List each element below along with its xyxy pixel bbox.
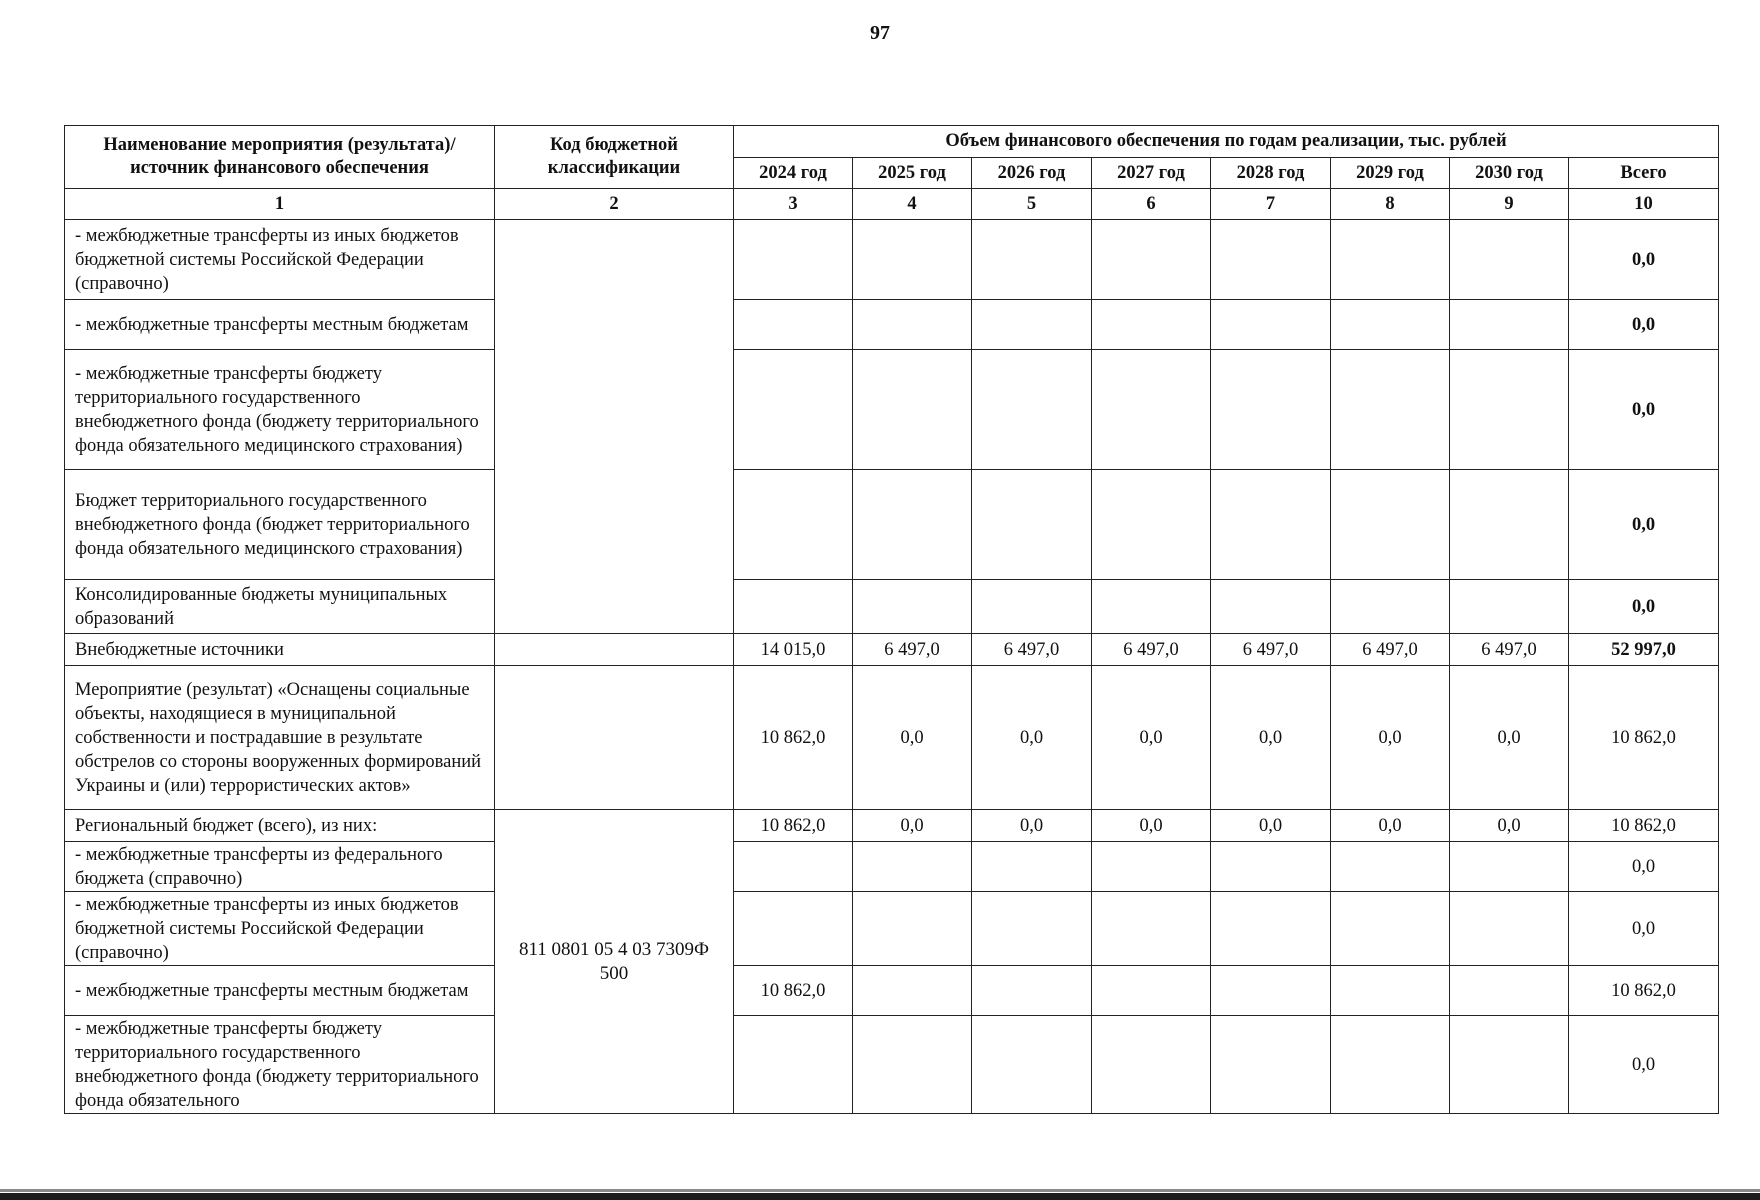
value-cell: 10 862,0 — [734, 966, 853, 1016]
value-cell — [1450, 470, 1569, 580]
value-cell — [853, 470, 972, 580]
total-cell: 0,0 — [1569, 580, 1719, 634]
value-cell — [1092, 842, 1211, 892]
value-cell — [734, 580, 853, 634]
value-cell — [734, 300, 853, 350]
row-name: - межбюджетные трансферты из иных бюджетов бюджетной системы Российской Федерации (справочно) — [65, 892, 495, 966]
value-cell — [1211, 220, 1331, 300]
value-cell: 0,0 — [1331, 810, 1450, 842]
total-cell: 10 862,0 — [1569, 666, 1719, 810]
table-row — [65, 810, 1719, 842]
value-cell — [853, 350, 972, 470]
table-row — [65, 220, 1719, 300]
row-name: - межбюджетные трансферты из федерального бюджета (справочно) — [65, 842, 495, 892]
value-cell — [1331, 580, 1450, 634]
value-cell — [972, 220, 1092, 300]
value-cell — [1331, 842, 1450, 892]
value-cell: 0,0 — [972, 810, 1092, 842]
header-name: Наименование мероприятия (результата)/ источник финансового обеспечения — [65, 126, 495, 189]
value-cell: 10 862,0 — [734, 666, 853, 810]
column-index: 4 — [853, 189, 972, 220]
value-cell — [1450, 966, 1569, 1016]
value-cell — [1092, 350, 1211, 470]
row-name: - межбюджетные трансферты из иных бюджетов бюджетной системы Российской Федерации (справочно) — [65, 220, 495, 300]
value-cell: 0,0 — [1211, 666, 1331, 810]
table-row — [65, 892, 1719, 966]
value-cell: 0,0 — [972, 666, 1092, 810]
total-cell: 0,0 — [1569, 350, 1719, 470]
value-cell — [972, 1016, 1092, 1114]
column-index: 8 — [1331, 189, 1450, 220]
header-year: 2030 год — [1450, 158, 1569, 189]
header-year: 2025 год — [853, 158, 972, 189]
table-row — [65, 1016, 1719, 1114]
value-cell — [1211, 350, 1331, 470]
value-cell: 10 862,0 — [734, 810, 853, 842]
row-name: Региональный бюджет (всего), из них: — [65, 810, 495, 842]
value-cell: 0,0 — [853, 666, 972, 810]
value-cell — [734, 220, 853, 300]
row-name: Мероприятие (результат) «Оснащены социальные объекты, находящиеся в муниципальной собственности и пострадавшие в результате обстрелов со стороны вооруженных формирований Украины и (или) террористических актов» — [65, 666, 495, 810]
value-cell — [853, 966, 972, 1016]
table-row — [65, 842, 1719, 892]
row-name: Консолидированные бюджеты муниципальных образований — [65, 580, 495, 634]
column-index: 5 — [972, 189, 1092, 220]
value-cell — [734, 892, 853, 966]
value-cell: 0,0 — [1450, 810, 1569, 842]
value-cell: 0,0 — [1450, 666, 1569, 810]
column-index: 3 — [734, 189, 853, 220]
header-total: Всего — [1569, 158, 1719, 189]
value-cell — [1211, 470, 1331, 580]
table-row — [65, 350, 1719, 470]
column-index: 7 — [1211, 189, 1331, 220]
value-cell — [1331, 300, 1450, 350]
value-cell — [853, 1016, 972, 1114]
total-cell: 10 862,0 — [1569, 810, 1719, 842]
value-cell: 6 497,0 — [972, 634, 1092, 666]
value-cell — [1092, 580, 1211, 634]
value-cell: 6 497,0 — [1092, 634, 1211, 666]
code-cell — [495, 220, 734, 634]
value-cell — [1450, 892, 1569, 966]
value-cell: 14 015,0 — [734, 634, 853, 666]
value-cell — [734, 842, 853, 892]
value-cell — [1092, 1016, 1211, 1114]
value-cell — [972, 580, 1092, 634]
column-index: 1 — [65, 189, 495, 220]
value-cell: 6 497,0 — [1331, 634, 1450, 666]
header-year: 2027 год — [1092, 158, 1211, 189]
value-cell: 6 497,0 — [1211, 634, 1331, 666]
value-cell — [1211, 842, 1331, 892]
value-cell — [853, 842, 972, 892]
value-cell: 6 497,0 — [1450, 634, 1569, 666]
header-year: 2029 год — [1331, 158, 1450, 189]
total-cell: 0,0 — [1569, 470, 1719, 580]
total-cell: 0,0 — [1569, 300, 1719, 350]
value-cell — [734, 350, 853, 470]
column-index: 10 — [1569, 189, 1719, 220]
value-cell — [853, 580, 972, 634]
value-cell: 0,0 — [1211, 810, 1331, 842]
page-number: 97 — [870, 22, 890, 44]
value-cell — [1211, 1016, 1331, 1114]
value-cell — [1211, 966, 1331, 1016]
total-cell: 0,0 — [1569, 1016, 1719, 1114]
value-cell — [1092, 966, 1211, 1016]
value-cell — [1331, 1016, 1450, 1114]
table-row — [65, 470, 1719, 580]
value-cell — [1092, 220, 1211, 300]
value-cell — [972, 350, 1092, 470]
row-name: - межбюджетные трансферты местным бюджетам — [65, 966, 495, 1016]
value-cell: 0,0 — [1092, 810, 1211, 842]
total-cell: 10 862,0 — [1569, 966, 1719, 1016]
value-cell — [1211, 580, 1331, 634]
table-row — [65, 300, 1719, 350]
scan-edge — [0, 1193, 1760, 1200]
value-cell — [853, 892, 972, 966]
value-cell — [972, 300, 1092, 350]
value-cell — [1331, 892, 1450, 966]
table-row — [65, 966, 1719, 1016]
value-cell — [972, 842, 1092, 892]
row-name: - межбюджетные трансферты бюджету территориального государственного внебюджетного фонда (бюджету территориального фонда обязательного медицинского страхования) — [65, 350, 495, 470]
value-cell — [1092, 892, 1211, 966]
value-cell — [1450, 842, 1569, 892]
value-cell — [853, 220, 972, 300]
value-cell — [1450, 300, 1569, 350]
value-cell — [1331, 470, 1450, 580]
table-row — [65, 666, 1719, 810]
financing-table — [64, 125, 1719, 1114]
header-year: 2026 год — [972, 158, 1092, 189]
value-cell: 0,0 — [853, 810, 972, 842]
value-cell — [972, 892, 1092, 966]
value-cell — [853, 300, 972, 350]
column-index: 9 — [1450, 189, 1569, 220]
total-cell: 0,0 — [1569, 842, 1719, 892]
value-cell: 6 497,0 — [853, 634, 972, 666]
header-year: 2024 год — [734, 158, 853, 189]
value-cell — [972, 470, 1092, 580]
value-cell — [1211, 892, 1331, 966]
row-name: - межбюджетные трансферты бюджету территориального государственного внебюджетного фонда (бюджету территориального фонда обязательного — [65, 1016, 495, 1114]
code-cell — [495, 666, 734, 810]
value-cell — [1450, 350, 1569, 470]
value-cell — [734, 470, 853, 580]
row-name: - межбюджетные трансферты местным бюджетам — [65, 300, 495, 350]
column-index: 6 — [1092, 189, 1211, 220]
value-cell — [1331, 350, 1450, 470]
value-cell — [1450, 580, 1569, 634]
value-cell — [734, 1016, 853, 1114]
value-cell — [1331, 220, 1450, 300]
value-cell — [1211, 300, 1331, 350]
value-cell — [1092, 470, 1211, 580]
header-volume: Объем финансового обеспечения по годам реализации, тыс. рублей — [734, 126, 1719, 158]
scan-edge-light — [0, 1189, 1760, 1192]
value-cell — [1092, 300, 1211, 350]
column-index: 2 — [495, 189, 734, 220]
table-row — [65, 634, 1719, 666]
total-cell: 0,0 — [1569, 892, 1719, 966]
value-cell: 0,0 — [1092, 666, 1211, 810]
total-cell: 52 997,0 — [1569, 634, 1719, 666]
budget-code: 811 0801 05 4 03 7309Ф 500 — [495, 810, 734, 1114]
row-name: Внебюджетные источники — [65, 634, 495, 666]
value-cell — [972, 966, 1092, 1016]
value-cell: 0,0 — [1331, 666, 1450, 810]
value-cell — [1331, 966, 1450, 1016]
header-year: 2028 год — [1211, 158, 1331, 189]
code-cell — [495, 634, 734, 666]
value-cell — [1450, 1016, 1569, 1114]
header-code: Код бюджетной классификации — [495, 126, 734, 189]
total-cell: 0,0 — [1569, 220, 1719, 300]
value-cell — [1450, 220, 1569, 300]
row-name: Бюджет территориального государственного внебюджетного фонда (бюджет территориального фонда обязательного медицинского страхования) — [65, 470, 495, 580]
table-row — [65, 580, 1719, 634]
